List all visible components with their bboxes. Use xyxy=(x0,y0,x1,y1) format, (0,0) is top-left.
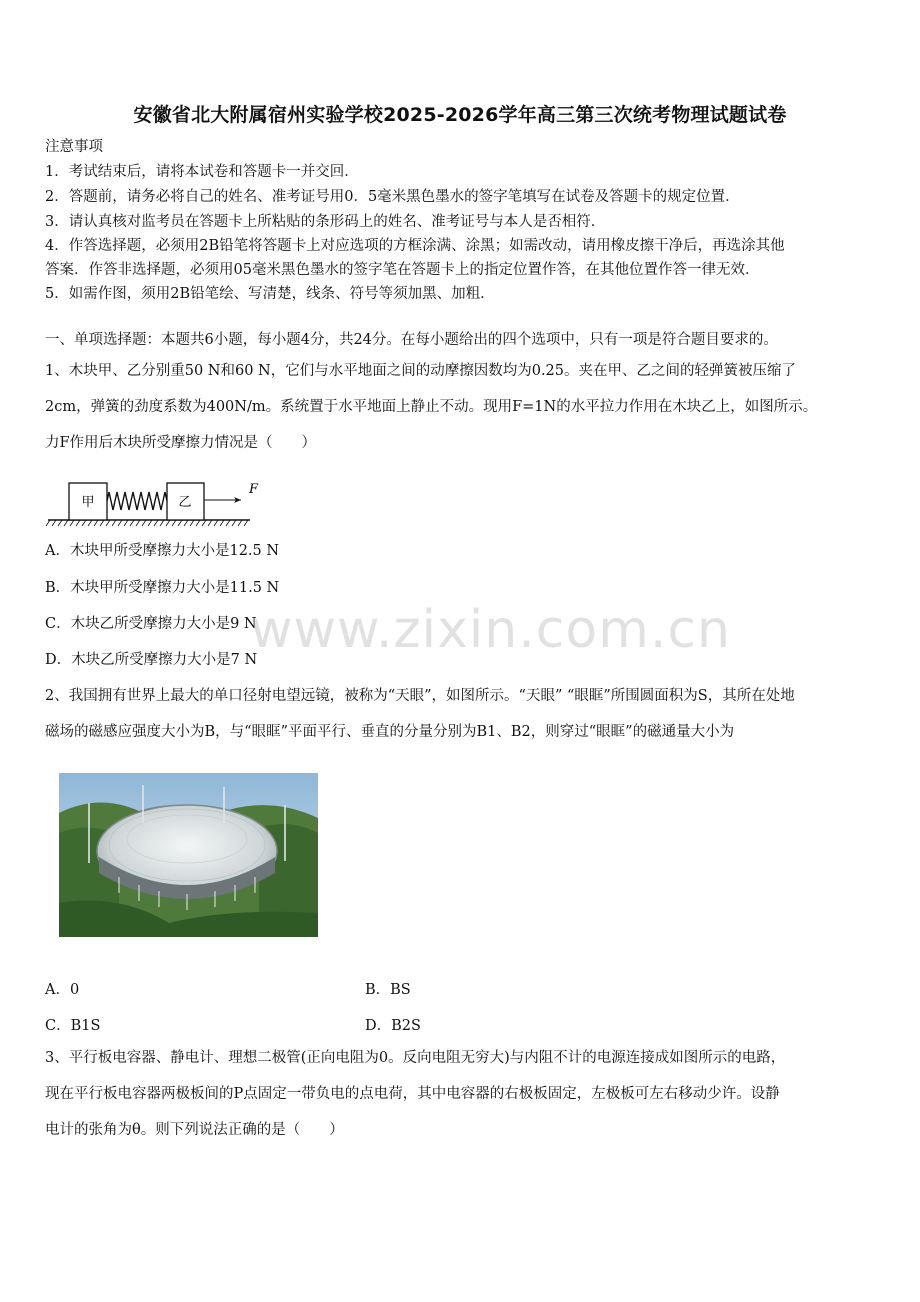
question-2-text: 2、我国拥有世界上最大的单口径射电望远镜，被称为“天眼”，如图所示。“天眼” “眼眶”所围圆面积为S，其所在处地 xyxy=(45,688,795,704)
option-c: C．B1S xyxy=(45,1018,101,1034)
spring xyxy=(107,492,167,510)
question-3-text: 3、平行板电容器、静电计、理想二极管(正向电阻为0。反向电阻无穷大)与内阻不计的电源连接成如图所示的电路， xyxy=(45,1050,786,1066)
question-1-text: 力F作用后木块所受摩擦力情况是（ ） xyxy=(45,435,317,451)
option-d: D．木块乙所受摩擦力大小是7 N xyxy=(45,652,258,668)
block-a-label: 甲 xyxy=(81,495,95,510)
notice-item: 1．考试结束后，请将本试卷和答题卡一并交回． xyxy=(45,164,359,180)
question-1-text: 1、木块甲、乙分别重50 N和60 N，它们与水平地面之间的动摩擦因数均为0.25。夹在甲、乙之间的轻弹簧被压缩了 xyxy=(45,363,797,379)
question-3-text: 现在平行板电容器两极板间的P点固定一带负电的点电荷，其中电容器的右极板固定，左极板可左右移动少许。设静 xyxy=(45,1086,780,1102)
block-b-label: 乙 xyxy=(178,495,192,510)
question-3-text: 电计的张角为θ。则下列说法正确的是（ ） xyxy=(45,1122,344,1138)
section-heading: 一、单项选择题：本题共6小题，每小题4分，共24分。在每小题给出的四个选项中，只有一项是符合题目要求的。 xyxy=(45,332,778,348)
option-b: B．BS xyxy=(365,982,411,998)
spring-blocks-diagram xyxy=(45,478,275,530)
notice-item: 2．答题前，请务必将自己的姓名、准考证号用0．5毫米黑色墨水的签字笔填写在试卷及答题卡的规定位置． xyxy=(45,189,740,205)
watermark: www.zixin.com.cn xyxy=(250,600,731,660)
notice-item: 4．作答选择题，必须用2B铅笔将答题卡上对应选项的方框涂满、涂黑；如需改动，请用橡皮擦干净后，再选涂其他 xyxy=(45,238,785,254)
page-title: 安徽省北大附属宿州实验学校2025-2026学年高三第三次统考物理试题试卷 xyxy=(133,104,787,126)
option-c: C．木块乙所受摩擦力大小是9 N xyxy=(45,616,257,632)
option-d: D．B2S xyxy=(365,1018,421,1034)
option-a: A．0 xyxy=(45,982,80,998)
question-1-text: 2cm，弹簧的劲度系数为400N/m。系统置于水平地面上静止不动。现用F=1N的水平拉力作用在木块乙上，如图所示。 xyxy=(45,399,818,415)
notice-heading: 注意事项 xyxy=(45,139,103,155)
force-label: F xyxy=(249,482,259,497)
option-a: A．木块甲所受摩擦力大小是12.5 N xyxy=(45,543,280,559)
option-b: B．木块甲所受摩擦力大小是11.5 N xyxy=(45,580,280,596)
notice-item: 3．请认真核对监考员在答题卡上所粘贴的条形码上的姓名、准考证号与本人是否相符． xyxy=(45,214,606,230)
notice-item: 5．如需作图，须用2B铅笔绘、写清楚，线条、符号等须加黑、加粗． xyxy=(45,286,495,302)
question-2-text: 磁场的磁感应强度大小为B，与“眼眶”平面平行、垂直的分量分别为B1、B2，则穿过“眼眶”的磁通量大小为 xyxy=(45,724,735,740)
notice-item: 答案．作答非选择题，必须用05毫米黑色墨水的签字笔在答题卡上的指定位置作答，在其他位置作答一律无效． xyxy=(45,262,760,278)
telescope-photo xyxy=(59,773,318,937)
